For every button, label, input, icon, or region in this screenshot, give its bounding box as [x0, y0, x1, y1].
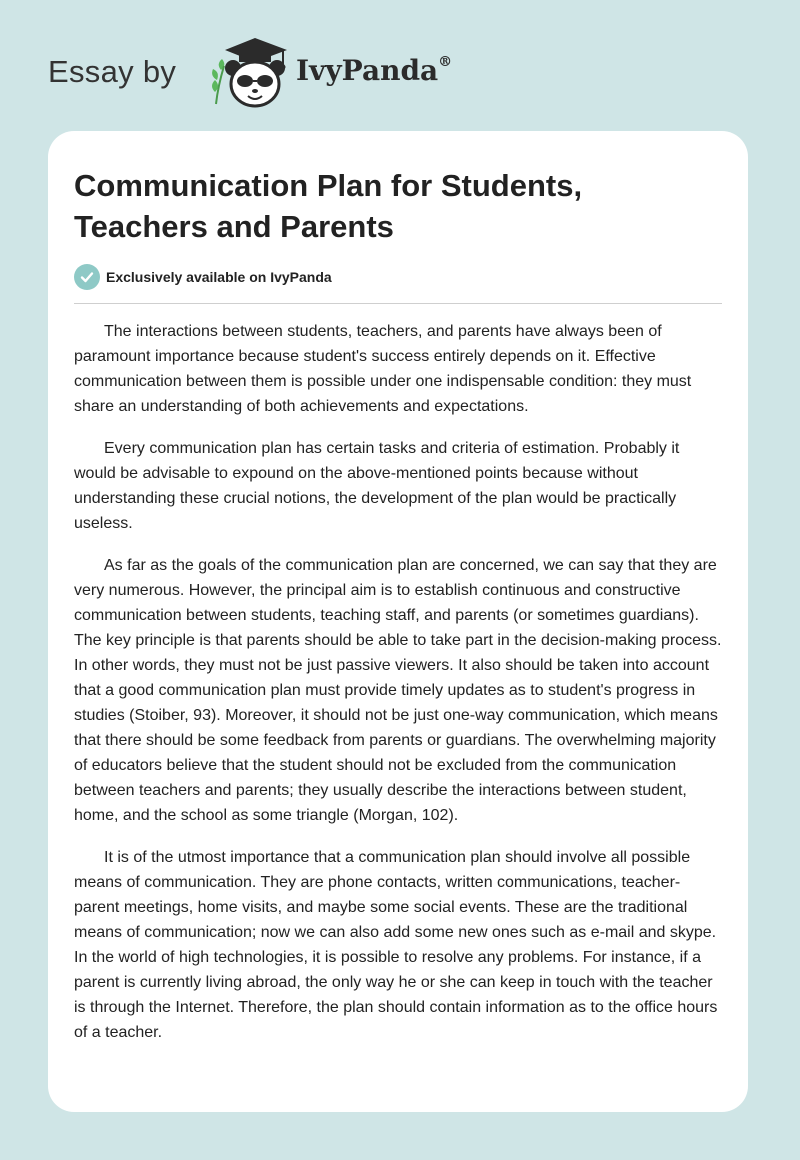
- registered-mark: ®: [438, 53, 453, 70]
- exclusive-badge-label: Exclusively available on IvyPanda: [106, 269, 332, 285]
- essay-body: [74, 319, 724, 1062]
- divider: [74, 303, 722, 304]
- paragraph: As far as the goals of the communication plan are concerned, we can say that they are very numerous. However, the principal aim is to establish continuous and constructive communication between students, teaching staff, and parents (or sometimes guardians). The key principle is that parents should be able to take part in the decision-making process. In other words, they must not be just passive viewers. It also should be taken into account that a good communication plan must provide timely updates as to student's progress in studies (Stoiber, 93). Moreover, it should not be just one-way communication, which means that there should be some feedback from parents or guardians. The overwhelming majority of educators believe that the student should not be excluded from the communication between teachers and parents; they usually describe the interactions between student, home, and the school as some triangle (Morgan, 102).: [74, 557, 722, 824]
- paragraph: The interactions between students, teachers, and parents have always been of paramount importance because student's success entirely depends on it. Effective communication between them is possible under one indispensable condition: they must share an understanding of both achievements and expectations.: [74, 323, 692, 415]
- brand-name[interactable]: [296, 54, 452, 87]
- page-title: Communication Plan for Students, Teachers and Parents: [74, 168, 583, 244]
- paragraph: Every communication plan has certain tasks and criteria of estimation. Probably it would be advisable to expound on the above-mentioned points because without understanding these crucial notions, the development of the plan would be practically useless.: [74, 440, 680, 532]
- checkmark-icon: [74, 264, 100, 290]
- essay-by-label: Essay by: [48, 54, 177, 89]
- brand-text: IvyPanda: [296, 54, 439, 87]
- essay-card: [48, 131, 748, 1112]
- site-header: [48, 34, 748, 110]
- ivypanda-logo-icon[interactable]: [203, 36, 293, 110]
- exclusive-badge: [74, 264, 332, 290]
- paragraph: It is of the utmost importance that a communication plan should involve all possible means of communication. They are phone contacts, written communications, teacher-parent meetings, home visits, and maybe some social events. These are the traditional means of communication; now we can also add some new ones such as e-mail and skype. In the world of high technologies, it is possible to resolve any problems. For instance, if a parent is currently living abroad, the only way he or she can keep in touch with the teacher is through the Internet. Therefore, the plan should contain information as to the office hours of a teacher.: [74, 849, 718, 1041]
